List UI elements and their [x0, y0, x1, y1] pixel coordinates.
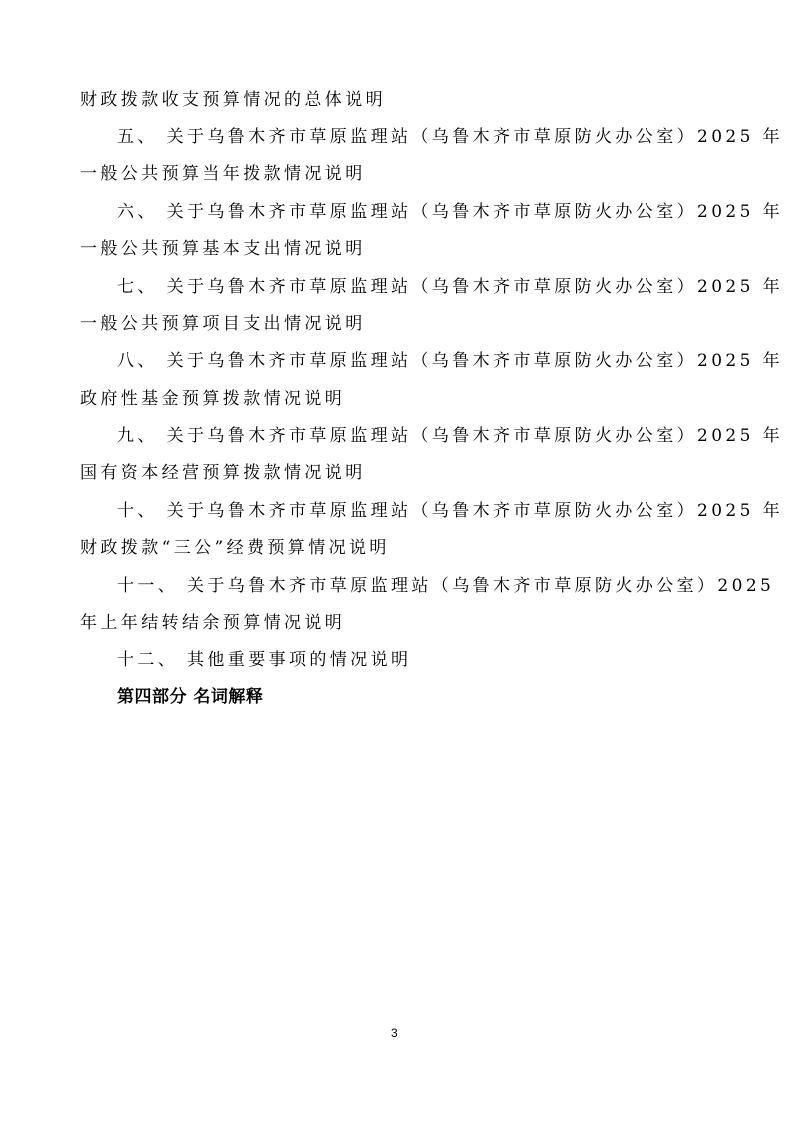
text-line: 一般公共预算基本支出情况说明	[80, 239, 366, 259]
text-line: 财政拨款收支预算情况的总体说明	[80, 90, 386, 110]
toc-item-9: 九、 关于乌鲁木齐市草原监理站（乌鲁木齐市草原防火办公室）2025 年	[117, 426, 784, 446]
text-line: 政府性基金预算拨款情况说明	[80, 389, 346, 409]
section-heading: 第四部分 名词解释	[117, 687, 264, 707]
text-line: 国有资本经营预算拨款情况说明	[80, 463, 366, 483]
text-line: 一般公共预算当年拨款情况说明	[80, 164, 366, 184]
toc-item-11: 十一、 关于乌鲁木齐市草原监理站（乌鲁木齐市草原防火办公室）2025	[117, 576, 775, 596]
page-number: 3	[391, 1026, 398, 1040]
toc-item-8: 八、 关于乌鲁木齐市草原监理站（乌鲁木齐市草原防火办公室）2025 年	[117, 351, 784, 371]
text-line: 一般公共预算项目支出情况说明	[80, 314, 366, 334]
toc-item-5: 五、 关于乌鲁木齐市草原监理站（乌鲁木齐市草原防火办公室）2025 年	[117, 127, 784, 147]
text-line: 年上年结转结余预算情况说明	[80, 613, 346, 633]
toc-item-12: 十二、 其他重要事项的情况说明	[117, 650, 412, 670]
toc-item-6: 六、 关于乌鲁木齐市草原监理站（乌鲁木齐市草原防火办公室）2025 年	[117, 202, 784, 222]
text-line: 财政拨款“三公”经费预算情况说明	[80, 538, 390, 558]
toc-item-7: 七、 关于乌鲁木齐市草原监理站（乌鲁木齐市草原防火办公室）2025 年	[117, 277, 784, 297]
toc-item-10: 十、 关于乌鲁木齐市草原监理站（乌鲁木齐市草原防火办公室）2025 年	[117, 501, 784, 521]
